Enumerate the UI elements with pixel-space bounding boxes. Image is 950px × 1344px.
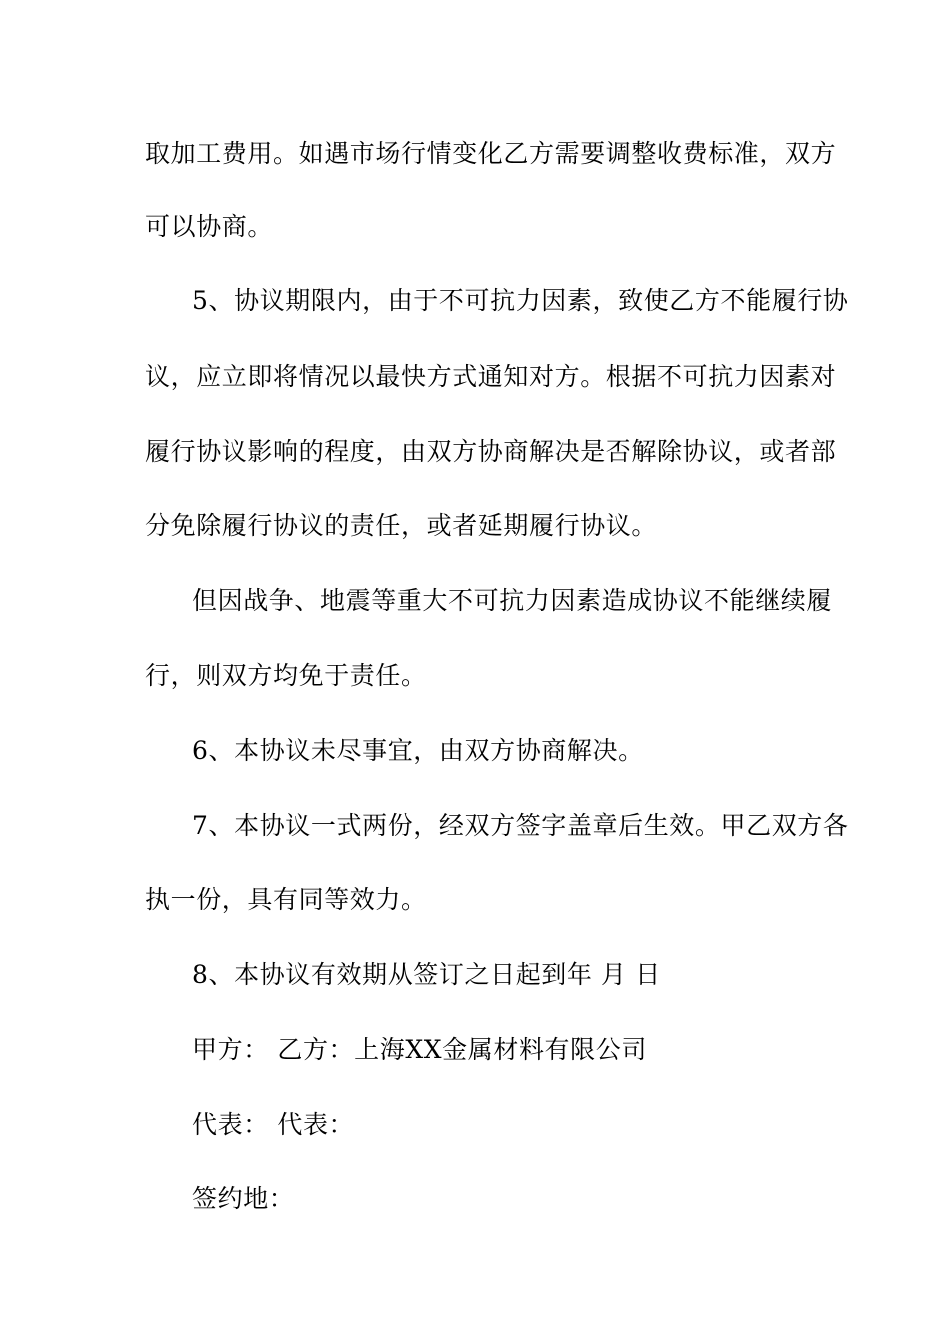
- clause-5-line-4: 分免除履行协议的责任，或者延期履行协议。: [145, 511, 658, 540]
- text-line-1: 取加工费用。如遇市场行情变化乙方需要调整收费标准，双方: [145, 139, 837, 168]
- force-majeure-line-1: 但因战争、地震等重大不可抗力因素造成协议不能继续履: [192, 586, 833, 615]
- clause-6-line: 6、本协议未尽事宜，由双方协商解决。: [192, 736, 644, 765]
- clause-7-line-2: 执一份，具有同等效力。: [145, 885, 427, 914]
- representatives-line: 代表： 代表：: [192, 1110, 355, 1139]
- clause-5-line-3: 履行协议影响的程度，由双方协商解决是否解除协议，或者部: [145, 437, 837, 466]
- clause-5-line-2: 议，应立即将情况以最快方式通知对方。根据不可抗力因素对: [145, 362, 837, 391]
- force-majeure-line-2: 行，则双方均免于责任。: [145, 661, 427, 690]
- clause-5-line-1: 5、协议期限内，由于不可抗力因素，致使乙方不能履行协: [192, 286, 849, 315]
- text-line-2: 可以协商。: [145, 212, 274, 241]
- parties-line: 甲方： 乙方：上海XX金属材料有限公司: [192, 1035, 647, 1064]
- clause-7-line-1: 7、本协议一式两份，经双方签字盖章后生效。甲乙双方各: [192, 811, 849, 840]
- clause-8-line: 8、本协议有效期从签订之日起到年 月 日: [192, 960, 661, 989]
- signing-place-line: 签约地：: [192, 1184, 295, 1213]
